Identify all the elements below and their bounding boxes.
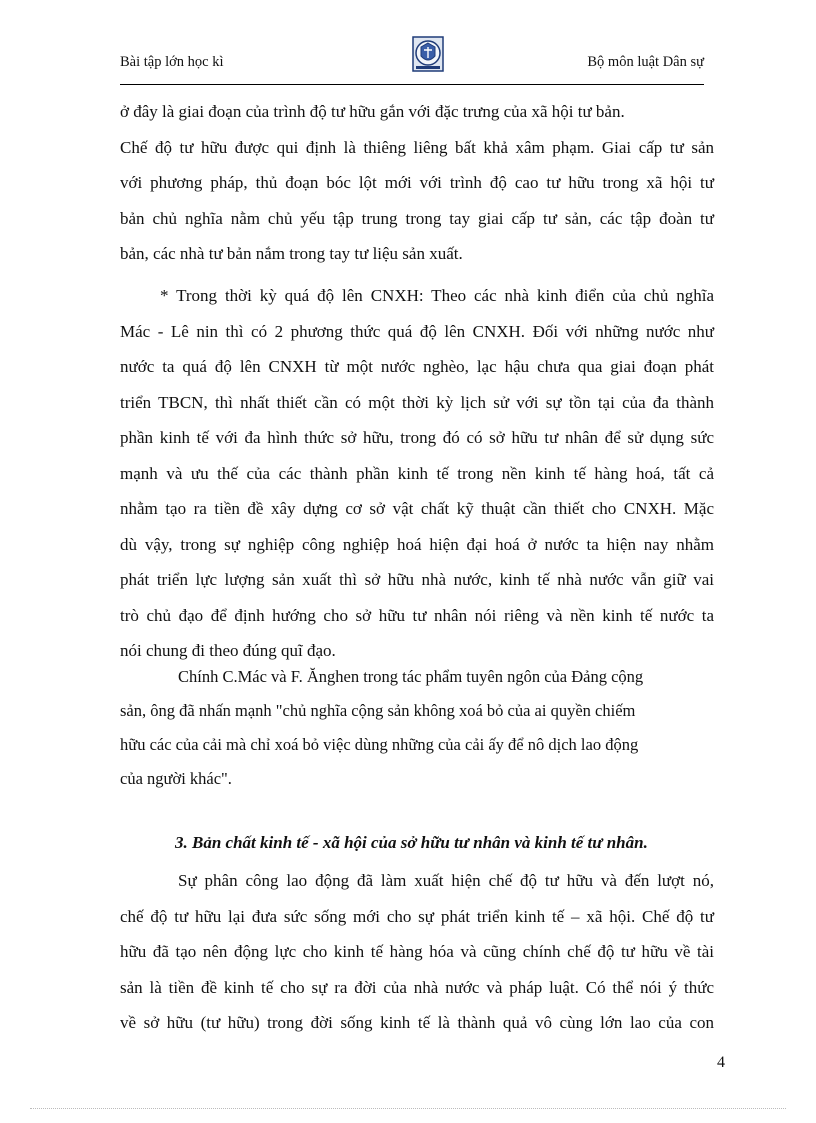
page-number: 4 (717, 1054, 725, 1071)
text-line: về sở hữu (tư hữu) trong đời sống kinh tế là thành quả vô cùng lớn lao của con (120, 1013, 714, 1032)
text-line: dù vậy, trong sự nghiệp công nghiệp hoá hiện đại hoá ở nước ta hiện nay nhằm (120, 534, 714, 554)
paragraph-capitalist-ownership (120, 94, 714, 272)
paragraph-transition-period (120, 278, 714, 669)
text-line: triển TBCN, thì nhất thiết cần có một thời kỳ lịch sử với sự tồn tại của đa thành (120, 392, 714, 412)
page-header (120, 50, 704, 90)
text-line: hữu các của cải mà chỉ xoá bỏ việc dùng những của cải ấy để nô dịch lao động (120, 735, 639, 754)
text-line: chế độ tư hữu lại đưa sức sống mới cho sự phát triển kinh tế – xã hội. Chế độ tư (120, 906, 714, 926)
text-line: trò chủ đạo để định hướng cho sở hữu tư nhân nói riêng và nền kinh tế nước ta (120, 605, 714, 625)
text-line: Sự phân công lao động đã làm xuất hiện chế độ tư hữu và đến lượt nó, (178, 871, 714, 890)
text-line: ở đây là giai đoạn của trình độ tư hữu gắn với đặc trưng của xã hội tư bản. (120, 102, 625, 121)
text-line: phần kinh tế với đa hình thức sở hữu, trong đó có sở hữu tư nhân để sử dụng sức (120, 428, 714, 447)
text-line: bản chủ nghĩa nằm chủ yếu tập trung trong tay giai cấp tư sản, các tập đoàn tư (120, 208, 714, 228)
text-line: hữu đã tạo nên động lực cho kinh tế hàng hóa và cũng chính chế độ tư hữu về tài (120, 942, 714, 961)
text-line: Chính C.Mác và F. Ănghen trong tác phẩm tuyên ngôn của Đảng cộng (178, 667, 644, 686)
header-divider (120, 84, 704, 85)
text-line: với phương pháp, thủ đoạn bóc lột mới với trình độ cao tư hữu trong xã hội tư (120, 173, 714, 192)
text-line: Chế độ tư hữu được qui định là thiêng liêng bất khả xâm phạm. Giai cấp tư sản (120, 137, 714, 157)
text-line: Mác - Lê nin thì có 2 phương thức quá độ lên CNXH. Đối với những nước như (120, 321, 714, 341)
section-heading: 3. Bản chất kinh tế - xã hội của sở hữu tư nhân và kinh tế tư nhân. (175, 833, 648, 852)
text-line: sản là tiền đề kinh tế cho sự ra đời của nhà nước và pháp luật. Có thể nói ý thức (120, 977, 714, 997)
header-department: Bộ môn luật Dân sự (587, 54, 704, 70)
text-line: * Trong thời kỳ quá độ lên CNXH: Theo các nhà kinh điển của chủ nghĩa (160, 286, 714, 305)
university-crest-icon (410, 36, 446, 72)
header-course-title: Bài tập lớn học kì (120, 54, 224, 70)
text-line: của người khác". (120, 769, 232, 788)
text-line: nước ta quá độ lên CNXH từ một nước nghèo, lạc hậu chưa qua giai đoạn phát (120, 357, 714, 376)
text-line: bản, các nhà tư bản nắm trong tay tư liệu sản xuất. (120, 244, 463, 263)
text-line: sản, ông đã nhấn mạnh "chủ nghĩa cộng sản không xoá bỏ của ai quyền chiếm (120, 701, 636, 720)
text-line: nói chung đi theo đúng quĩ đạo. (120, 641, 336, 660)
text-line: nhằm tạo ra tiền đề xây dựng cơ sở vật chất kỹ thuật cần thiết cho CNXH. Mặc (120, 499, 714, 518)
paragraph-marx-engels-quote (120, 660, 714, 796)
paragraph-division-of-labour (120, 863, 714, 1041)
page-bottom-divider (30, 1108, 786, 1109)
text-line: phát triển lực lượng sản xuất thì sở hữu nhà nước, kinh tế nhà nước vẫn giữ vai (120, 570, 714, 589)
text-line: mạnh và ưu thế của các thành phần kinh tế trong nền kinh tế hàng hoá, tất cả (120, 463, 714, 483)
